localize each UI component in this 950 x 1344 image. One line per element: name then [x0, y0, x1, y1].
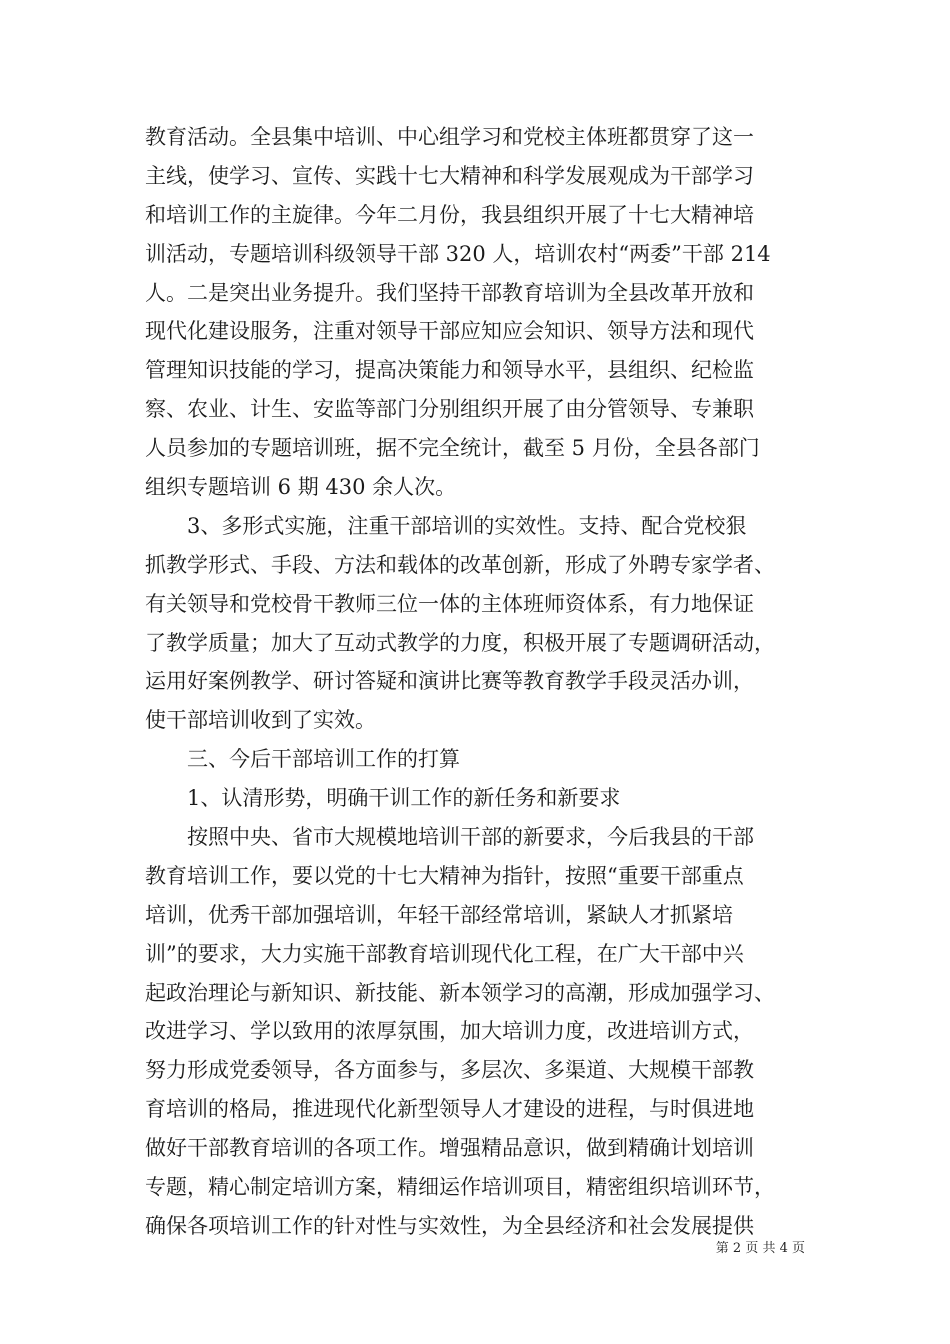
text-line: 起政治理论与新知识、新技能、新本领学习的高潮，形成加强学习、 [145, 980, 775, 1005]
text-line: 培训，优秀干部加强培训，年轻干部经常培训，紧缺人才抓紧培 [145, 902, 733, 927]
text-line: 抓教学形式、手段、方法和载体的改革创新，形成了外聘专家学者、 [145, 552, 775, 577]
text-line: 训活动，专题培训科级领导干部 320 人，培训农村“两委”干部 214 [145, 241, 771, 266]
text-line: 察、农业、计生、安监等部门分别组织开展了由分管领导、专兼职 [145, 397, 754, 422]
text-line: 努力形成党委领导，各方面参与，多层次、多渠道、大规模干部教 [145, 1058, 754, 1083]
text-line: 做好干部教育培训的各项工作。增强精品意识，做到精确计划培训 [145, 1136, 754, 1161]
subsection-heading: 1、认清形势，明确干训工作的新任务和新要求 [145, 786, 621, 811]
text-line: 按照中央、省市大规模地培训干部的新要求，今后我县的干部 [145, 825, 754, 850]
text-line: 专题，精心制定培训方案，精细运作培训项目，精密组织培训环节， [145, 1175, 775, 1200]
text-line: 人。二是突出业务提升。我们坚持干部教育培训为全县改革开放和 [145, 280, 754, 305]
text-line: 育培训的格局，推进现代化新型领导人才建设的进程，与时俱进地 [145, 1097, 754, 1122]
section-heading: 三、今后干部培训工作的打算 [145, 747, 460, 772]
body-text [145, 118, 815, 1246]
text-line: 了教学质量；加大了互动式教学的力度，积极开展了专题调研活动， [145, 630, 775, 655]
text-line: 组织专题培训 6 期 430 余人次。 [145, 475, 457, 500]
text-line: 管理知识技能的学习，提高决策能力和领导水平，县组织、纪检监 [145, 358, 754, 383]
text-line: 使干部培训收到了实效。 [145, 708, 376, 733]
text-line: 确保各项培训工作的针对性与实效性，为全县经济和社会发展提供 [145, 1213, 754, 1238]
text-line: 教育活动。全县集中培训、中心组学习和党校主体班都贯穿了这一 [145, 125, 754, 149]
text-line: 训”的要求，大力实施干部教育培训现代化工程，在广大干部中兴 [145, 941, 744, 966]
text-line: 主线，使学习、宣传、实践十七大精神和科学发展观成为干部学习 [145, 163, 754, 188]
page-number: 第 2 页 共 4 页 [715, 1241, 805, 1256]
text-line: 和培训工作的主旋律。今年二月份，我县组织开展了十七大精神培 [145, 202, 754, 227]
text-line: 教育培训工作，要以党的十七大精神为指针，按照“重要干部重点 [145, 863, 744, 888]
text-line: 人员参加的专题培训班，据不完全统计，截至 5 月份，全县各部门 [145, 436, 760, 461]
text-line: 3、多形式实施，注重干部培训的实效性。支持、配合党校狠 [145, 513, 747, 538]
text-line: 运用好案例教学、研讨答疑和演讲比赛等教育教学手段灵活办训， [145, 669, 754, 694]
text-line: 现代化建设服务，注重对领导干部应知应会知识、领导方法和现代 [145, 319, 754, 344]
text-line: 有关领导和党校骨干教师三位一体的主体班师资体系，有力地保证 [145, 591, 754, 616]
text-line: 改进学习、学以致用的浓厚氛围，加大培训力度，改进培训方式， [145, 1019, 754, 1044]
